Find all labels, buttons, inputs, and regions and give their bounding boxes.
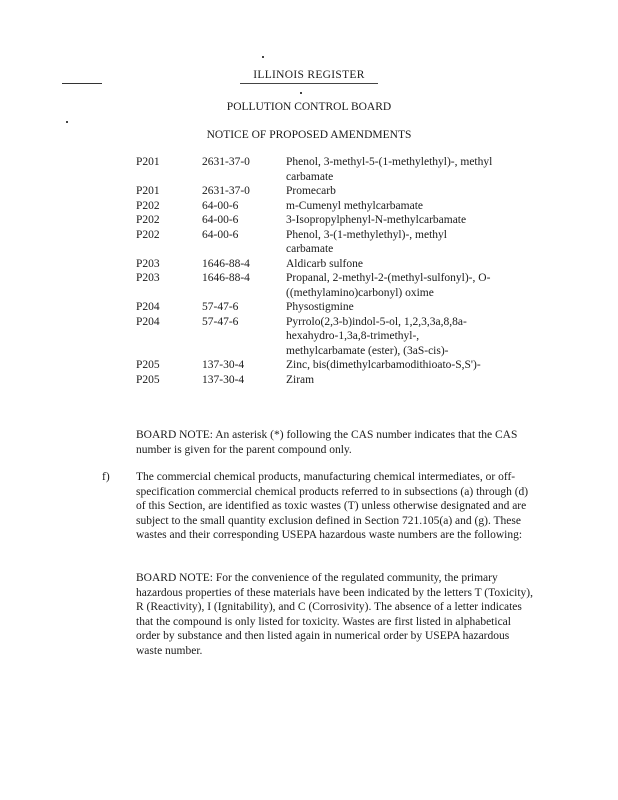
paragraph-f: The commercial chemical products, manufacturing chemical intermediates, or off-specification commercial chemical products referred to in subsections (a) through (d) of this Section, are identified as toxic wastes (T) unless otherwise designated and are subject to the small quantity exclusion defined in Section 721.105(a) and (g). These wastes and their corresponding USEPA hazardous waste numbers are the following: (136, 471, 529, 541)
waste-table (136, 155, 496, 387)
cas-number: 64-00-6 (202, 228, 239, 241)
substance-name: Promecarb (286, 185, 336, 197)
waste-code: P202 (136, 199, 160, 212)
left-rule (62, 83, 102, 84)
substance-name: Pyrrolo(2,3-b)indol-5-ol, 1,2,3,3a,8,8a-hexahydro-1,3a,8-trimethyl-, methylcarbamate (ester), (3aS-cis)- (286, 315, 467, 357)
table-row (136, 373, 496, 388)
cas-number: 1646-88-4 (202, 257, 250, 270)
cas-number: 1646-88-4 (202, 272, 250, 284)
register-underline (240, 83, 378, 84)
board-title: POLLUTION CONTROL BOARD (226, 101, 392, 113)
cas-number: 64-00-6 (202, 214, 239, 226)
cas-number: 64-00-6 (202, 199, 239, 212)
cas-number: 137-30-4 (202, 373, 245, 386)
substance-name: Zinc, bis(dimethylcarbamodithioato-S,S')- (286, 359, 481, 371)
substance-name: Phenol, 3-methyl-5-(1-methylethyl)-, methyl carbamate (286, 156, 493, 183)
table-row (136, 315, 496, 359)
table-row (136, 358, 496, 373)
cas-number: 57-47-6 (202, 301, 239, 313)
substance-name: Aldicarb sulfone (286, 257, 363, 270)
table-row (136, 155, 496, 184)
cas-number: 57-47-6 (202, 315, 239, 328)
substance-name: 3-Isopropylphenyl-N-methylcarbamate (286, 214, 467, 226)
cas-number: 2631-37-0 (202, 156, 250, 168)
table-row (136, 228, 496, 257)
waste-code: P202 (136, 228, 160, 241)
scan-speck (66, 121, 68, 123)
table-row (136, 300, 496, 315)
table-row (136, 257, 496, 272)
waste-code: P203 (136, 257, 160, 270)
scan-speck (300, 92, 302, 94)
cas-number: 2631-37-0 (202, 185, 250, 197)
table-row (136, 213, 496, 228)
waste-code: P205 (136, 373, 160, 386)
waste-code: P201 (136, 185, 160, 197)
table-row (136, 184, 496, 199)
substance-name: Propanal, 2-methyl-2-(methyl-sulfonyl)-, O-((methylamino)carbonyl) oxime (286, 272, 491, 299)
substance-name: Phenol, 3-(1-methylethyl)-, methyl carbamate (286, 228, 447, 255)
table-row (136, 199, 496, 214)
cas-number: 137-30-4 (202, 359, 245, 371)
notice-title: NOTICE OF PROPOSED AMENDMENTS (206, 129, 412, 141)
substance-name: Physostigmine (286, 301, 354, 313)
table-row (136, 271, 496, 300)
waste-code: P201 (136, 156, 160, 168)
waste-code: P204 (136, 301, 160, 313)
substance-name: Ziram (286, 373, 315, 386)
substance-name: m-Cumenyl methylcarbamate (286, 199, 423, 212)
scan-speck (262, 56, 264, 58)
waste-code: P204 (136, 315, 160, 328)
board-note-asterisk: BOARD NOTE: An asterisk (*) following the CAS number indicates that the CAS number is given for the parent compound only. (136, 429, 518, 456)
waste-code: P205 (136, 359, 160, 371)
waste-code: P203 (136, 272, 160, 284)
register-title: ILLINOIS REGISTER (253, 69, 365, 81)
board-note-hazard: BOARD NOTE: For the convenience of the regulated community, the primary hazardous properties of these materials have been indicated by the letters T (Toxicity), R (Reactivity), I (Ignitability), and C (Corrosivity). The absence of a letter indicates that the compound is only listed for toxicity. Wastes are first listed in alphabetical order by substance and then listed again in numerical order by USEPA hazardous waste number. (136, 572, 533, 657)
paragraph-label: f) (102, 471, 110, 483)
waste-code: P202 (136, 214, 160, 226)
